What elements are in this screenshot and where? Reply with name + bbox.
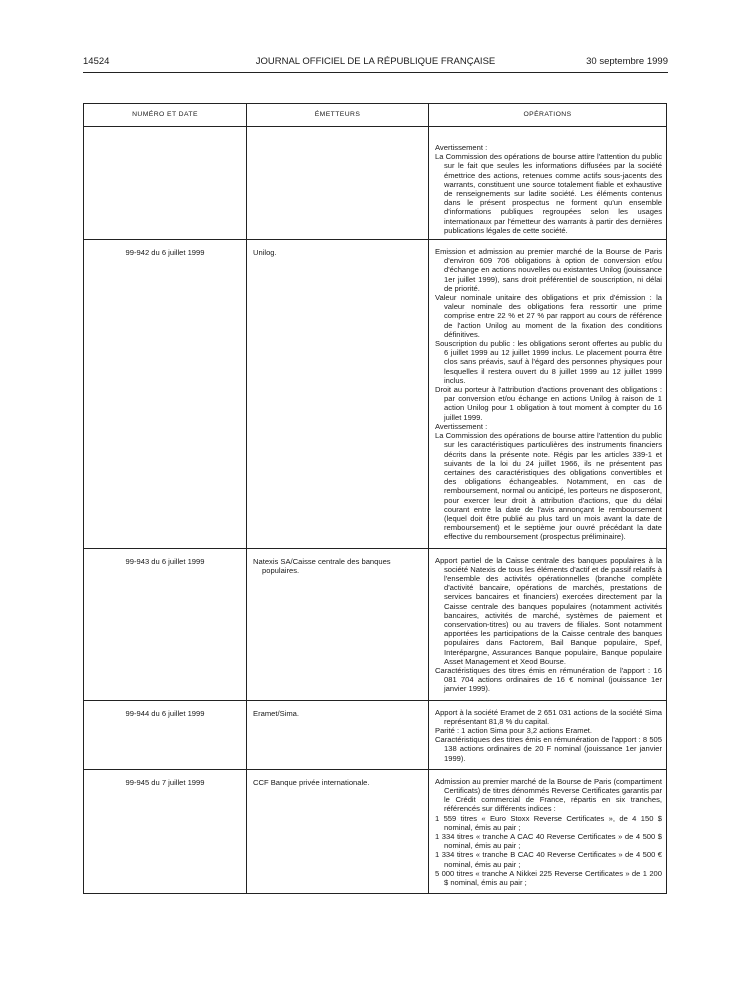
cell-number-date [84, 127, 247, 240]
paragraph: 1 334 titres « tranche B CAC 40 Reverse Certificates » de 4 500 € nominal, émis au pair ; [435, 850, 662, 869]
cell-operations [429, 700, 667, 769]
table-row [84, 769, 667, 893]
paragraph: Apport partiel de la Caisse centrale des banques populaires à la société Natexis de tous les éléments d'actif et de passif relatifs à l'ensemble des activités opérationnelles (branche complète d'activité bancaire, opérations de marchés, prestations de services bancaires et financiers) exercées directement par la Caisse centrale des banques populaires (notamment activités bancaires, activités de marché, systèmes de paiement et conservation-titres) ou au travers de filiales. Sont notamment apportées les participations de la Caisse centrale des banques populaires dans Factorem, Bail Banque populaire, Spef, Interépargne, Assurances Banque populaire, Banque populaire Asset Management et Xeod Bourse. [435, 555, 662, 666]
paragraph: 1 334 titres « tranche A CAC 40 Reverse Certificates » de 4 500 $ nominal, émis au pair ; [435, 832, 662, 851]
column-header-operations: OPÉRATIONS [429, 104, 667, 127]
paragraph: Apport à la société Eramet de 2 651 031 actions de la société Sima représentant 81,8 % du capital. [435, 707, 662, 726]
table-row [84, 127, 667, 240]
cell-issuer [247, 127, 429, 240]
cell-issuer: CCF Banque privée internationale. [247, 769, 429, 893]
paragraph: Valeur nominale unitaire des obligations et prix d'émission : la valeur nominale des obligations fera ressortir une prime comprise entre 22 % et 27 % par rapport au cours de référence de l'action Unilog au moment de la fixation des conditions définitives. [435, 293, 662, 339]
cell-operations [429, 769, 667, 893]
paragraph: Souscription du public : les obligations seront offertes au public du 6 juillet 1999 au 12 juillet 1999 inclus. Le placement pourra être clos sans préavis, sauf à l'égard des personnes physiques pour lesquelles il restera ouvert du 8 juillet 1999 au 12 juillet 1999 inclus. [435, 339, 662, 385]
cell-operations [429, 240, 667, 549]
cell-number-date: 99-944 du 6 juillet 1999 [84, 700, 247, 769]
paragraph: Avertissement : [435, 143, 488, 152]
cell-operations [429, 127, 667, 240]
paragraph: Avertissement : [435, 421, 488, 431]
cell-number-date: 99-945 du 7 juillet 1999 [84, 769, 247, 893]
table-header-row [84, 104, 667, 127]
paragraph: Caractéristiques des titres émis en rémunération de l'apport : 8 505 138 actions ordinaires de 20 F nominal (jouissance 1er janvier 1999). [435, 735, 662, 763]
paragraph: Droit au porteur à l'attribution d'actions provenant des obligations : par conversion et/ou échange en actions Unilog à raison de 1 action Unilog pour 1 obligation à tout moment à compter du 16 juillet 1999. [435, 385, 662, 422]
page-header [83, 56, 668, 68]
paragraph: La Commission des opérations de bourse attire l'attention du public sur les caractéristiques particulières des instruments financiers décrits dans la présente note. Régis par les articles 339-1 et suivants de la loi du 24 juillet 1966, ils ne présentent pas certaines des caractéristiques des obligations convertibles et des obligations échangeables. Notamment, en cas de remboursement, normal ou anticipé, les porteurs ne disposeront, pour exercer leur droit à attribution d'actions, que du délai courant entre la date de l'avis annonçant le remboursement (lequel doit être publié au plus tard un mois avant la date de remboursement) et le septième jour ouvré précédant la date effective du remboursement (prospectus préliminaire). [435, 431, 662, 542]
operations-table [83, 103, 667, 894]
table-row [84, 548, 667, 700]
table-row [84, 240, 667, 549]
cell-number-date: 99-942 du 6 juillet 1999 [84, 240, 247, 549]
paragraph: Caractéristiques des titres émis en rémunération de l'apport : 16 081 704 actions ordinaires de 16 € nominal (jouissance 1er janvier 1999). [435, 665, 662, 694]
page-number: 14524 [83, 56, 110, 67]
cell-number-date: 99-943 du 6 juillet 1999 [84, 548, 247, 700]
column-header-number-date: NUMÉRO ET DATE [84, 104, 247, 127]
cell-operations [429, 548, 667, 700]
paragraph: Emission et admission au premier marché de la Bourse de Paris d'environ 609 706 obligations à option de conversion et/ou d'échange en actions nouvelles ou existantes Unilog (jouissance 1er juillet 1999), sans droit préférentiel de souscription, ni délai de priorité. [435, 247, 662, 293]
cell-issuer: Eramet/Sima. [247, 700, 429, 769]
paragraph: 1 559 titres « Euro Stoxx Reverse Certificates », de 4 150 $ nominal, émis au pair ; [435, 813, 662, 832]
paragraph: 5 000 titres « tranche A Nikkei 225 Reverse Certificates » de 1 200 $ nominal, émis au pair ; [435, 868, 662, 888]
header-rule [83, 72, 668, 73]
table-row [84, 700, 667, 769]
paragraph: Admission au premier marché de la Bourse de Paris (compartiment Certificats) de titres dénommés Reverse Certificates garantis par le Crédit commercial de France, répartis en six tranches, référencés sur différents indices : [435, 776, 662, 814]
paragraph: La Commission des opérations de bourse attire l'attention du public sur le fait que seules les informations diffusées par la société émettrice des actions, retenues comme actifs sous-jacents des warrants, constituent une source totalement fiable et exhaustive de renseignements sur ladite société. Les éléments contenus dans le présent prospectus ne forment qu'un ensemble d'informations publiques regroupées selon les usages internationaux par l'émetteur des warrants à partir des dernières publications légales de cette société. [435, 152, 662, 235]
issue-date: 30 septembre 1999 [586, 56, 668, 67]
column-header-issuers: ÉMETTEURS [247, 104, 429, 127]
cell-issuer: Unilog. [247, 240, 429, 549]
journal-title: JOURNAL OFFICIEL DE LA RÉPUBLIQUE FRANÇAISE [255, 56, 496, 67]
paragraph: Parité : 1 action Sima pour 3,2 actions Eramet. [435, 725, 593, 735]
cell-issuer: Natexis SA/Caisse centrale des banques populaires. [247, 548, 429, 700]
